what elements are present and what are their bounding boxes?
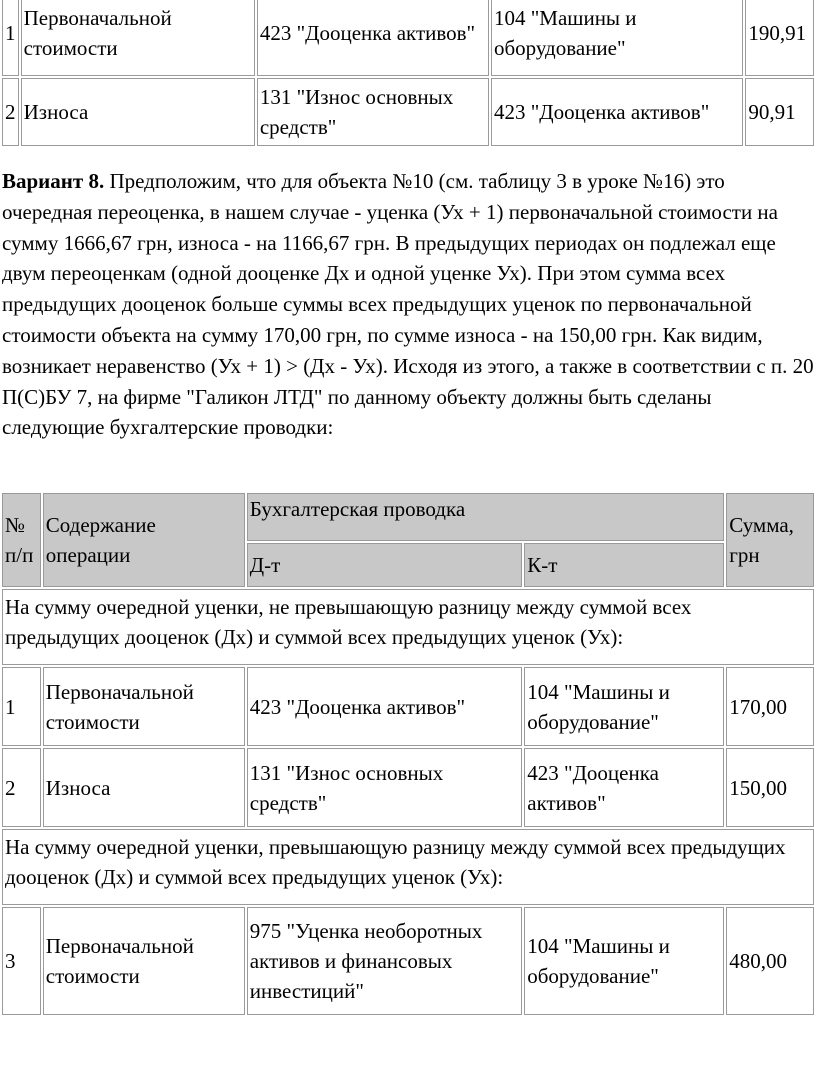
row-number: 1 xyxy=(2,667,41,746)
debit-cell: 423 "Дооценка активов" xyxy=(257,0,489,76)
header-operation: Содержание операции xyxy=(43,493,245,587)
credit-cell: 104 "Машины и оборудование" xyxy=(491,0,743,76)
variant-label: Вариант 8. xyxy=(2,169,105,193)
header-entry: Бухгалтерская проводка xyxy=(247,493,724,541)
header-num: № п/п xyxy=(2,493,41,587)
table-row xyxy=(2,78,814,146)
section-row xyxy=(2,829,814,905)
table-row xyxy=(2,0,814,76)
table-row xyxy=(2,667,814,746)
amount-cell: 170,00 xyxy=(726,667,814,746)
table-row xyxy=(2,748,814,827)
amount-cell: 90,91 xyxy=(745,78,814,146)
credit-cell: 423 "Дооценка активов" xyxy=(491,78,743,146)
amount-cell: 150,00 xyxy=(726,748,814,827)
variant-text: Предположим, что для объекта №10 (см. таблицу 3 в уроке №16) это очередная переоценка, в нашем случае - уценка (Ух + 1) первоначальной стоимости на сумму 1666,67 грн, износа - на 1166,67 грн. В предыдущих периодах он подлежал еще двум переоценкам (одной дооценке Дх и одной уценке Ух). При этом сумма всех предыдущих дооценок больше суммы всех предыдущих уценок по первоначальной стоимости объекта на сумму 170,00 грн, по сумме износа - на 150,00 грн. Как видим, возникает неравенство (Ух + 1) > (Дх - Ух). Исходя из этого, а также в соответствии с п. 20 П(С)БУ 7, на фирме "Галикон ЛТД" по данному объекту должны быть сделаны следующие бухгалтерские проводки: xyxy=(2,169,814,440)
section-row xyxy=(2,589,814,665)
operation-cell: Первоначальной стоимости xyxy=(43,907,245,1015)
table-header-row xyxy=(2,493,814,541)
header-amount: Сумма, грн xyxy=(726,493,814,587)
table-row xyxy=(2,907,814,1015)
operation-cell: Первоначальной стоимости xyxy=(21,0,255,76)
section-heading: На сумму очередной уценки, превышающую разницу между суммой всех предыдущих дооценок (Дх) и суммой всех предыдущих уценок (Ух): xyxy=(2,829,814,905)
operation-cell: Износа xyxy=(43,748,245,827)
operation-cell: Первоначальной стоимости xyxy=(43,667,245,746)
row-number: 2 xyxy=(2,748,41,827)
entries-table-variant-8 xyxy=(0,491,816,1017)
row-number: 3 xyxy=(2,907,41,1015)
operation-cell: Износа xyxy=(21,78,255,146)
section-heading: На сумму очередной уценки, не превышающую разницу между суммой всех предыдущих дооценок (Дх) и суммой всех предыдущих уценок (Ух): xyxy=(2,589,814,665)
debit-cell: 131 "Износ основных средств" xyxy=(257,78,489,146)
row-number: 1 xyxy=(2,0,19,76)
header-credit: К-т xyxy=(524,543,724,587)
amount-cell: 480,00 xyxy=(726,907,814,1015)
credit-cell: 104 "Машины и оборудование" xyxy=(524,907,724,1015)
header-debit: Д-т xyxy=(247,543,522,587)
credit-cell: 423 "Дооценка активов" xyxy=(524,748,724,827)
debit-cell: 131 "Износ основных средств" xyxy=(247,748,522,827)
row-number: 2 xyxy=(2,78,19,146)
debit-cell: 975 "Уценка необоротных активов и финансовых инвестиций" xyxy=(247,907,522,1015)
variant-paragraph xyxy=(2,166,814,443)
entries-table-previous xyxy=(0,0,816,148)
credit-cell: 104 "Машины и оборудование" xyxy=(524,667,724,746)
amount-cell: 190,91 xyxy=(745,0,814,76)
debit-cell: 423 "Дооценка активов" xyxy=(247,667,522,746)
